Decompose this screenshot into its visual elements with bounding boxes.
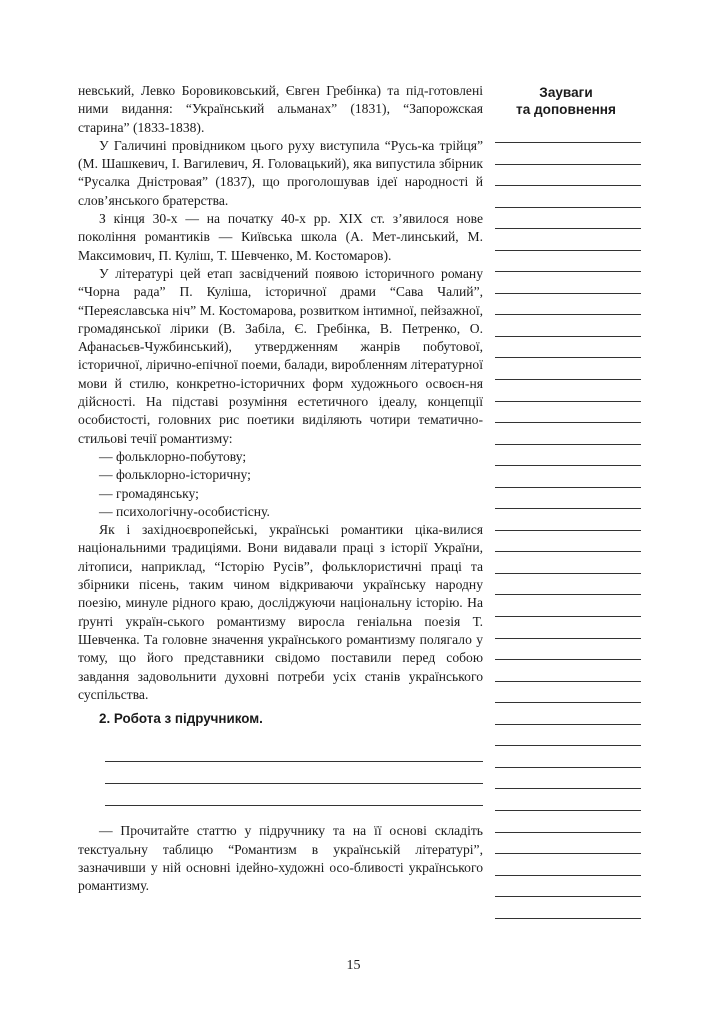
body-paragraph: З кінця 30-х — на початку 40-х рр. XIX ст. з’явилося нове покоління романтиків — Київська школа (А. Мет-линський, М. Максимович, П. Куліш, Т. Шевченко, М. Костомаров). (78, 211, 483, 263)
side-title-line2: та доповнення (516, 102, 616, 117)
side-note-line (495, 682, 641, 704)
side-note-line (495, 595, 641, 617)
body-paragraphs (78, 82, 483, 448)
side-note-line (495, 337, 641, 359)
side-note-line (495, 703, 641, 725)
side-note-line (495, 488, 641, 510)
task-instruction: — Прочитайте статтю у підручнику та на її основі складіть текстуальну таблицю “Романтизм в українській літературі”, зазначивши у ній основні ідейно-художні осо-бливості українського романтизму. (78, 823, 483, 894)
side-note-line (495, 876, 641, 898)
body-paragraph: невський, Левко Боровиковський, Євген Гребінка) та під-готовлені ними видання: “Український альманах” (1831), “Запорожская старина” (1833-1838). (78, 83, 483, 135)
list-item: — психологічну-особистісну. (99, 503, 270, 519)
side-note-line (495, 509, 641, 531)
side-note-line (495, 229, 641, 251)
body-paragraph: У Галичині провідником цього руху виступила “Русь-ка трійця” (М. Шашкевич, І. Вагилевич, Я. Головацький), яка випустила збірник “Русалка Дністровая” (1837), що проголошував ідеї народності й слов’янського братерства. (78, 137, 483, 208)
list-item: — фольклорно-історичну; (99, 467, 251, 483)
side-note-line (495, 531, 641, 553)
side-note-line (495, 466, 641, 488)
side-note-line (495, 423, 641, 445)
side-note-line (495, 768, 641, 790)
side-note-line (495, 574, 641, 596)
main-text-column (78, 82, 483, 896)
side-note-line (495, 251, 641, 273)
answer-lines (105, 740, 483, 806)
side-note-line (495, 294, 641, 316)
side-note-line (495, 272, 641, 294)
side-note-line (495, 746, 641, 768)
side-note-line (495, 639, 641, 661)
side-note-line (495, 552, 641, 574)
romanticism-currents-list (78, 448, 483, 521)
side-note-line (495, 208, 641, 230)
side-note-line (495, 165, 641, 187)
side-note-line (495, 617, 641, 639)
side-notes-title (495, 84, 637, 118)
side-notes-lines (495, 142, 641, 919)
side-note-line (495, 660, 641, 682)
answer-line (105, 762, 483, 784)
paragraph-national-traditions: Як і західноєвропейські, українські романтики ціка-вилися національними традиціями. Вони видавали праці з історії України, літописи, наприклад, “Історію Русів”, фольклористичні праці та збірники пісень, таким чином відкриваючи українську народну поезію, минуле рідного краю, досліджуючи національну історію. На ґрунті україн-ського романтизму виросла геніальна поезія Т. Шевченка. Та головне значення українського романтизму полягало у тому, що його представники свідомо поставили перед собою завдання задовольнити духовні потреби усіх станів українського суспільства. (78, 522, 483, 702)
side-note-line (495, 725, 641, 747)
side-note-line (495, 854, 641, 876)
answer-line (105, 740, 483, 762)
page-number: 15 (346, 958, 361, 973)
side-note-line (495, 380, 641, 402)
body-paragraph: У літературі цей етап засвідчений появою історичного роману “Чорна рада” П. Куліша, історичної драми “Сава Чалий”, “Переяславська ніч” М. Костомарова, розвитком інтимної, пейзажної, громадянської лірики (В. Забіла, Є. Гребінка, В. Петренко, О. Афанасьєв-Чужбинський), утвердженням жанрів побутової, історичної, лірично-епічної поеми, балади, виробленням літературної мови й стилю, конкретно-історичних форм художнього освоєн-ня дійсності. На підставі розуміння естетичного ідеалу, концепції особистості, головних рис поетики виділяють чотири тематично-стильові течії романтизму: (78, 265, 483, 446)
side-note-line (495, 143, 641, 165)
side-note-line (495, 315, 641, 337)
list-item: — фольклорно-побутову; (99, 448, 247, 464)
side-note-line (495, 833, 641, 855)
side-note-line (495, 789, 641, 811)
section-heading: 2. Робота з підручником. (99, 711, 263, 727)
side-note-line (495, 186, 641, 208)
list-item: — громадянську; (99, 485, 199, 501)
side-note-line (495, 445, 641, 467)
side-title-line1: Зауваги (539, 85, 593, 100)
side-note-line (495, 402, 641, 424)
side-note-line (495, 897, 641, 919)
side-note-line (495, 811, 641, 833)
side-note-line (495, 358, 641, 380)
answer-line (105, 784, 483, 806)
